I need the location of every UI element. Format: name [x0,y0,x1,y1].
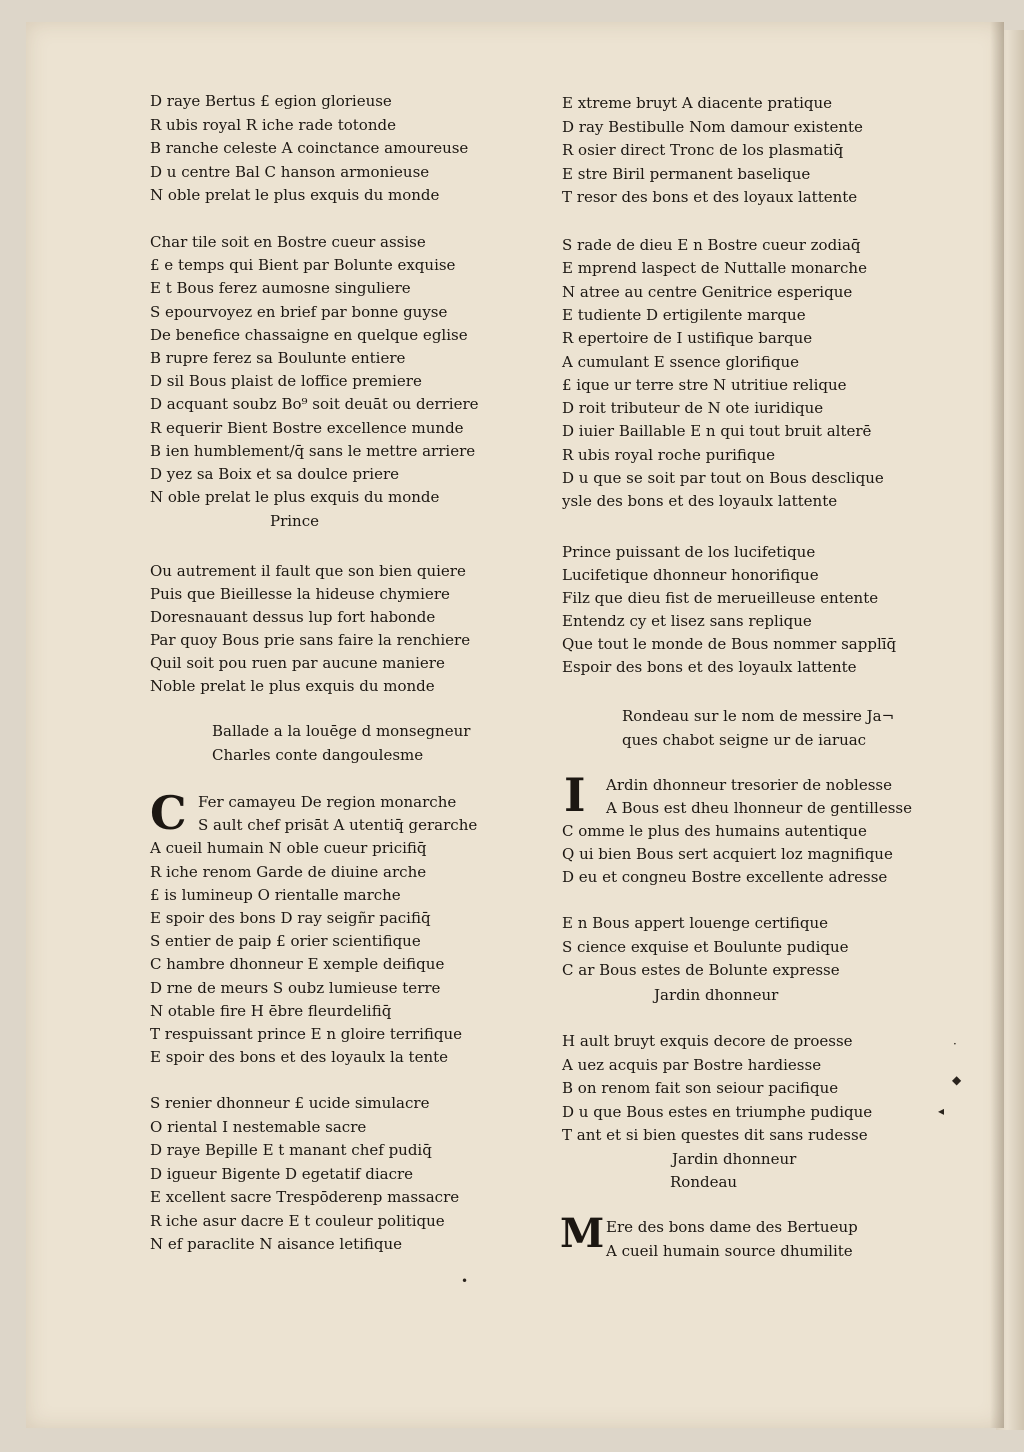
stanza2-line: Char tile soit en Bostre cueur assise [150,233,426,251]
acrostic1-line: S entier de paip £ orier scientifique [150,932,421,951]
stanza2-line: N atree au centre Genitrice esperique [562,282,853,301]
stanza1-line: R osier direct Tronc de los plasmatiq̄ [562,141,844,159]
rondeau3-line: B on renom fait son seiour pacifique [562,1079,839,1097]
stanza2-line: D sil Bous plaist de loffice premiere [150,372,422,391]
stanza1-line: N oble prelat le plus exquis du monde [150,186,440,204]
stanza1-line: R ubis royal R iche rade totonde [150,115,396,134]
stanza3-line: Par quoy Bous prie sans faire la renchiere [150,631,471,649]
acrostic1-line: A cueil humain N oble cueur pricifiq̄ [150,839,427,858]
rondeau3-line: A uez acquis par Bostre hardiesse [562,1055,822,1074]
final-line: A cueil humain source dhumilite [606,1242,853,1260]
drop-cap-m: M [560,1210,605,1257]
acrostic1-line: £ is lumineup O rientalle marche [150,885,401,904]
stanza2-line: S epourvoyez en brief par bonne guyse [150,302,448,321]
drop-cap-c: C [150,786,187,840]
rondeau1-line: Q ui bien Bous sert acquiert loz magnifique [562,845,893,863]
stanza2-line: R equerir Bient Bostre excellence munde [150,418,464,437]
stanza2-line: N oble prelat le plus exquis du monde [150,488,440,507]
acrostic2-line: R iche asur dacre E t couleur politique [150,1211,445,1230]
stanza2-line: D iuier Baillable E n qui tout bruit alterē [562,422,872,441]
stanza3-line: Espoir des bons et des loyaulx lattente [562,658,857,676]
stanza2-line: D u que se soit par tout on Bous desclique [562,469,884,487]
stanza2-line: E tudiente D ertigilente marque [562,305,806,324]
margin-mark: ◆ [952,1073,962,1087]
stanza3-line: Ou autrement il fault que son bien quiere [150,562,466,580]
acrostic1-line: R iche renom Garde de diuine arche [150,862,427,881]
stanza1-line: T resor des bons et des loyaux lattente [562,188,858,206]
stanza2-line: A cumulant E ssence glorifique [562,352,799,371]
acrostic1-line: E spoir des bons D ray seigñr pacifiq̄ [150,909,431,927]
stanza2-line: B ien humblement/q̄ sans le mettre arriere [150,441,476,460]
acrostic1-line: S ault chef prisāt A utentiq̄ gerarche [198,816,478,835]
acrostic2-line: O riental I nestemable sacre [150,1117,367,1136]
drop-cap-i: I [564,768,586,822]
stanza2-line: B rupre ferez sa Boulunte entiere [150,349,406,367]
acrostic2-line: D raye Bepille E t manant chef pudiq̄ [150,1141,432,1159]
rondeau3-line: H ault bruyt exquis decore de proesse [562,1032,853,1050]
final-line: Ere des bons dame des Bertueup [606,1218,858,1236]
stanza1-line: E stre Biril permanent baselique [562,164,811,183]
stanza3-line: Doresnauant dessus lup fort habonde [150,608,436,626]
stanza3-line: Lucifetique dhonneur honorifique [562,566,819,584]
stanza1-line: E xtreme bruyt A diacente pratique [562,94,833,112]
rondeau2-line: E n Bous appert louenge certifique [562,914,829,932]
rondeau3-line: T ant et si bien questes dit sans rudesse [562,1126,868,1144]
stanza2-line: D yez sa Boix et sa doulce priere [150,465,400,483]
stanza2-line: £ e temps qui Bient par Bolunte exquise [150,256,456,275]
prince-heading: Prince [270,512,319,530]
stanza3-line: Puis que Bieillesse la hideuse chymiere [150,585,450,603]
acrostic2-line: N ef paraclite N aisance letifique [150,1235,403,1253]
stanza3-line: Quil soit pou ruen par aucune maniere [150,654,445,672]
stanza2-line: £ ique ur terre stre N utritiue relique [562,375,847,394]
page-gutter-shadow [990,22,1004,1428]
rondeau1-line: D eu et congneu Bostre excellente adresse [562,868,888,886]
stanza2-line: De benefice chassaigne en quelque eglise [150,325,468,344]
stanza1-line: B ranche celeste A coinctance amoureuse [150,139,469,157]
acrostic2-line: E xcellent sacre Trespōderenp massacre [150,1188,460,1206]
stanza2-line: E t Bous ferez aumosne singuliere [150,279,411,298]
stanza1-line: D ray Bestibulle Nom damour existente [562,117,863,136]
rondeau1-line: A Bous est dheu lhonneur de gentillesse [606,799,912,817]
refrain1: Jardin dhonneur [654,986,779,1004]
rondeau2-line: S cience exquise et Boulunte pudique [562,937,849,956]
stanza3-line: Noble prelat le plus exquis du monde [150,677,435,695]
rondeau1-line: Ardin dhonneur tresorier de noblesse [606,776,892,794]
rondeau1-line: C omme le plus des humains autentique [562,822,867,840]
stanza2-line: ysle des bons et des loyaulx lattente [562,492,838,511]
acrostic1-line: E spoir des bons et des loyaulx la tente [150,1048,449,1067]
acrostic1-line: C hambre dhonneur E xemple deifique [150,955,445,974]
rondeau-heading-line: ques chabot seigne ur de iaruac [622,731,867,749]
stanza2-line: R ubis royal roche purifique [562,445,776,464]
stanza2-line: D roit tributeur de N ote iuridique [562,399,824,418]
stanza2-line: R epertoire de I ustifique barque [562,329,813,348]
margin-mark: · [953,1037,957,1051]
stanza2-line: D acquant soubz Bo⁹ soit deuāt ou derriere [150,395,479,414]
acrostic2-line: D igueur Bigente D egetatif diacre [150,1164,414,1183]
rondeau-heading-line: Rondeau sur le nom de messire Ja¬ [622,707,895,725]
stanza3-line: Prince puissant de los lucifetique [562,543,816,561]
margin-mark: ◂ [938,1104,945,1118]
stanza3-line: Filz que dieu fist de merueilleuse entente [562,589,879,607]
stanza1-line: D raye Bertus £ egion glorieuse [150,92,392,110]
margin-mark: • [461,1274,469,1288]
stanza3-line: Que tout le monde de Bous nommer sapplīq̄ [562,635,897,653]
stanza2-line: E mprend laspect de Nuttalle monarche [562,259,867,278]
rondeau2-line: C ar Bous estes de Bolunte expresse [562,961,840,979]
rondeau3-line: D u que Bous estes en triumphe pudique [562,1102,873,1121]
acrostic1-line: Fer camayeu De region monarche [198,793,457,811]
rondeau-label: Rondeau [670,1173,738,1191]
ballade-heading-line: Ballade a la louēge d monsegneur [212,722,471,740]
ballade-heading-line: Charles conte dangoulesme [212,746,424,764]
refrain2: Jardin dhonneur [672,1150,797,1168]
acrostic1-line: T respuissant prince E n gloire terrifique [150,1025,463,1043]
acrostic1-line: N otable fire H ēbre fleurdelifiq̄ [150,1001,392,1020]
stanza2-line: S rade de dieu E n Bostre cueur zodiaq̄ [562,236,861,254]
acrostic1-line: D rne de meurs S oubz lumieuse terre [150,978,441,997]
acrostic2-line: S renier dhonneur £ ucide simulacre [150,1094,430,1112]
stanza1-line: D u centre Bal C hanson armonieuse [150,162,430,181]
stanza3-line: Entendz cy et lisez sans replique [562,612,812,630]
